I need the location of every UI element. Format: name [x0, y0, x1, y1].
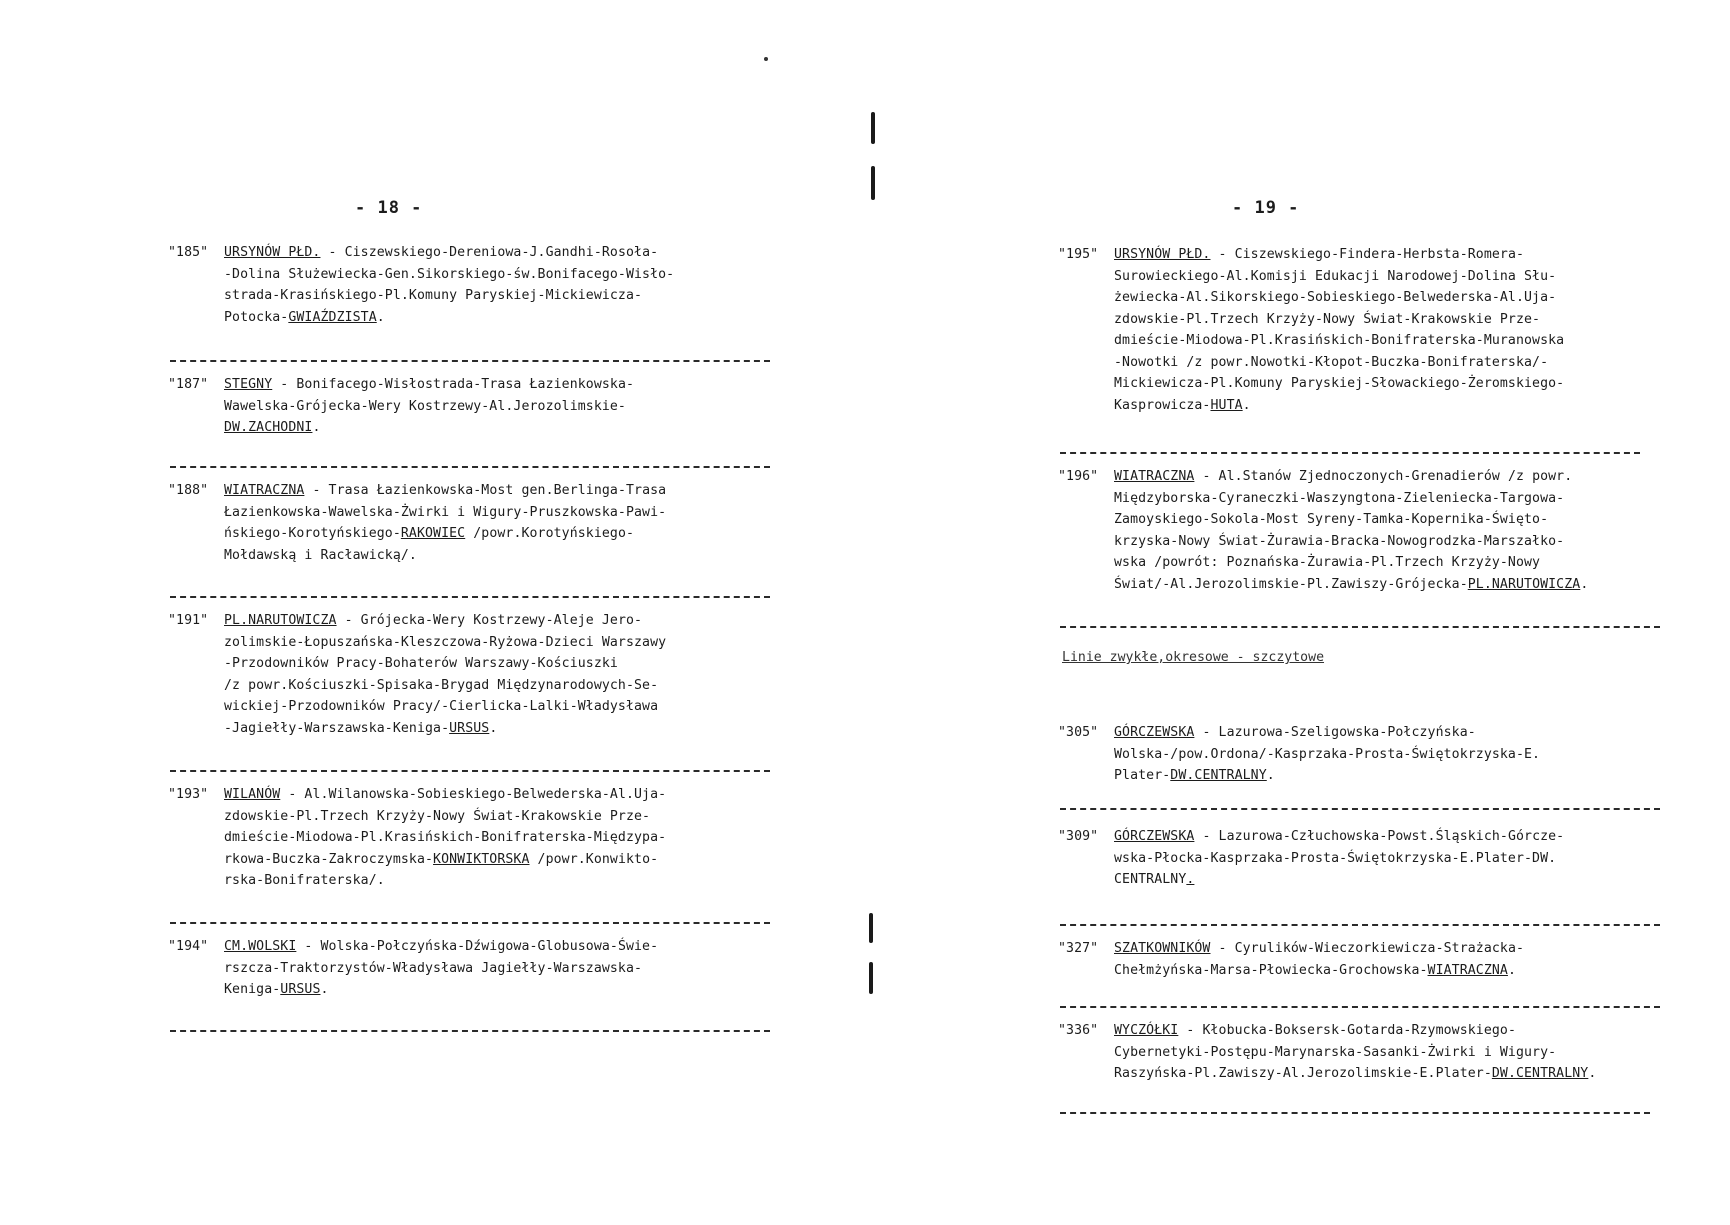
route-number: "187" [168, 377, 209, 392]
route-336 [1058, 1020, 1618, 1085]
route-description [224, 784, 728, 892]
route-text: . [376, 309, 385, 325]
route-line [1114, 352, 1618, 374]
route-line [1114, 574, 1618, 596]
route-text: . [1266, 768, 1275, 783]
terminal-stop: CM.WOLSKI [224, 939, 297, 954]
route-line [1114, 531, 1618, 553]
route-195 [1058, 244, 1618, 416]
route-line [1114, 1063, 1618, 1085]
route-text: - Kłobucka-Boksersk-Gotarda-Rzymowskiego- [1178, 1023, 1516, 1038]
route-194 [168, 936, 728, 1001]
route-line [1114, 552, 1618, 574]
route-line [224, 545, 728, 567]
route-number: "193" [168, 787, 209, 802]
route-line [224, 480, 728, 502]
separator [170, 1030, 770, 1032]
route-text: - Trasa Łazienkowska-Most gen.Berlinga-Trasa [304, 483, 667, 498]
right-page [865, 0, 1730, 1225]
route-text: Międzyborska-Cyraneczki-Waszyngtona-Zieleniecka-Targowa- [1114, 490, 1565, 506]
route-text: - Bonifacego-Wisłostrada-Trasa Łazienkowska- [272, 377, 635, 392]
separator [1060, 1112, 1650, 1114]
route-line [224, 502, 728, 524]
route-number: "188" [168, 483, 209, 498]
route-text: krzyska-Nowy Świat-Żurawia-Bracka-Nowogrodzka-Marszałko- [1114, 533, 1565, 549]
route-text: Potocka- [224, 309, 289, 325]
route-text: ńskiego-Korotyńskiego- [224, 526, 401, 541]
section-heading: Linie zwykłe,okresowe - szczytowe [1062, 650, 1325, 665]
route-text: . [1507, 962, 1516, 978]
route-text: Plater- [1114, 768, 1171, 783]
route-text: . [320, 982, 329, 997]
route-line [1114, 244, 1618, 266]
route-text: Keniga- [224, 982, 281, 997]
route-description [1114, 244, 1618, 416]
scan-speck [764, 57, 768, 61]
route-line [224, 374, 728, 396]
route-text: wska /powrót: Poznańska-Żurawia-Pl.Trzech Krzyży-Nowy [1114, 555, 1541, 570]
route-number: "305" [1058, 725, 1099, 740]
route-text: - Al.Stanów Zjednoczonych-Grenadierów /z powr. [1194, 469, 1573, 484]
route-line [1114, 869, 1618, 891]
terminal-stop: WIATRACZNA [1427, 962, 1508, 978]
route-line [1114, 287, 1618, 309]
route-191 [168, 610, 728, 739]
route-text: Chełmżyńska-Marsa-Płowiecka-Grochowska- [1114, 962, 1428, 978]
separator [170, 770, 770, 772]
route-description [1114, 938, 1618, 981]
separator [1060, 452, 1640, 454]
route-text: /powr.Konwikto- [529, 851, 659, 867]
route-text: . [489, 720, 498, 736]
route-185 [168, 242, 728, 328]
route-line [1114, 1042, 1618, 1064]
route-number: "327" [1058, 941, 1099, 956]
route-text: zdowskie-Pl.Trzech Krzyży-Nowy Świat-Krakowskie Prze- [224, 808, 651, 824]
route-number: "195" [1058, 247, 1099, 262]
route-line [224, 417, 728, 439]
terminal-stop: WIATRACZNA [224, 483, 305, 498]
route-text: . [1580, 576, 1589, 592]
route-309 [1058, 826, 1618, 891]
terminal-stop: PL.NARUTOWICZA [1467, 576, 1581, 592]
route-description [1114, 722, 1618, 787]
terminal-stop: PL.NARUTOWICZA [224, 613, 337, 628]
terminal-stop: WIATRACZNA [1114, 469, 1195, 484]
route-line [224, 242, 728, 264]
route-text: - Cyrulików-Wieczorkiewicza-Strażacka- [1210, 941, 1525, 956]
route-text: zolimskie-Łopuszańska-Kleszczowa-Ryżowa-Dzieci Warszawy [224, 634, 667, 650]
route-line [1114, 848, 1618, 870]
route-text: -Dolina Służewiecka-Gen.Sikorskiego-św.Bonifacego-Wisło- [224, 266, 675, 282]
route-number: "196" [1058, 469, 1099, 484]
route-description [1114, 826, 1618, 891]
terminal-stop: GÓRCZEWSKA [1114, 829, 1195, 844]
route-line [1114, 960, 1618, 982]
terminal-stop: GÓRCZEWSKA [1114, 725, 1195, 740]
route-number: "309" [1058, 829, 1099, 844]
route-305 [1058, 722, 1618, 787]
route-text: dmieście-Miodowa-Pl.Krasińskich-Bonifraterska-Muranowska [1114, 333, 1565, 348]
route-text: -Nowotki /z powr.Nowotki-Kłopot-Buczka-Bonifraterska/- [1114, 354, 1549, 370]
separator [170, 466, 770, 468]
route-text: Surowieckiego-Al.Komisji Edukacji Narodowej-Dolina Słu- [1114, 268, 1557, 284]
terminal-stop: URSUS [449, 720, 490, 736]
route-line [224, 827, 728, 849]
terminal-stop: WILANÓW [224, 787, 281, 802]
route-text: . [1588, 1066, 1597, 1081]
route-line [224, 632, 728, 654]
route-line [1114, 309, 1618, 331]
route-text: CENTRALNY [1114, 872, 1187, 887]
terminal-stop: RAKOWIEC [400, 526, 466, 541]
separator [1060, 1006, 1660, 1008]
route-193 [168, 784, 728, 892]
route-text: strada-Krasińskiego-Pl.Komuny Paryskiej-Mickiewicza- [224, 288, 643, 303]
route-196 [1058, 466, 1618, 595]
terminal-stop: KONWIKTORSKA [433, 851, 530, 867]
route-line [1114, 722, 1618, 744]
route-line [224, 958, 728, 980]
route-line [224, 870, 728, 892]
separator [170, 360, 770, 362]
route-line [1114, 373, 1618, 395]
page-number-right: - 19 - [1232, 198, 1300, 218]
route-description [224, 480, 728, 566]
separator [1060, 626, 1660, 628]
route-number: "194" [168, 939, 209, 954]
route-line [224, 936, 728, 958]
terminal-stop: URSUS [280, 982, 321, 997]
route-text: - Grójecka-Wery Kostrzewy-Aleje Jero- [336, 613, 643, 628]
separator [1060, 924, 1660, 926]
route-text: Raszyńska-Pl.Zawiszy-Al.Jerozolimskie-E.Plater- [1114, 1066, 1492, 1081]
route-line [1114, 765, 1618, 787]
terminal-stop: URSYNÓW PŁD. [224, 245, 321, 260]
route-line [224, 396, 728, 418]
route-text: rszcza-Traktorzystów-Władysława Jagiełły-Warszawska- [224, 960, 643, 976]
route-text: wska-Płocka-Kasprzaka-Prosta-Świętokrzyska-E.Plater-DW. [1114, 850, 1557, 866]
route-number: "336" [1058, 1023, 1099, 1038]
route-line [1114, 466, 1618, 488]
route-line [1114, 395, 1618, 417]
route-text: żewiecka-Al.Sikorskiego-Sobieskiego-Belwederska-Al.Uja- [1114, 290, 1557, 305]
route-text: wickiej-Przodowników Pracy/-Cierlicka-Lalki-Władysława [224, 699, 659, 714]
route-line [1114, 826, 1618, 848]
route-line [1114, 938, 1618, 960]
route-description [224, 936, 728, 1001]
route-text: - Ciszewskiego-Findera-Herbsta-Romera- [1210, 247, 1525, 262]
terminal-stop: DW.CENTRALNY [1170, 768, 1267, 783]
terminal-stop: DW.CENTRALNY [1491, 1066, 1589, 1081]
route-line [224, 523, 728, 545]
route-line [224, 806, 728, 828]
route-text: Kasprowicza- [1114, 397, 1211, 413]
route-number: "185" [168, 245, 209, 260]
route-text: -Przodowników Pracy-Bohaterów Warszawy-Kościuszki [224, 656, 618, 671]
terminal-stop: GWIAŹDZISTA [288, 309, 377, 325]
route-line [1114, 509, 1618, 531]
route-line [1114, 330, 1618, 352]
route-line [224, 696, 728, 718]
route-text: dmieście-Miodowa-Pl.Krasińskich-Bonifraterska-Międzypa- [224, 830, 667, 845]
route-line [1114, 744, 1618, 766]
route-text: . [1242, 397, 1251, 413]
terminal-stop: HUTA [1210, 397, 1243, 413]
separator [170, 922, 770, 924]
route-text: rska-Bonifraterska/. [224, 873, 385, 888]
route-text: /powr.Korotyńskiego- [465, 526, 635, 541]
route-description [224, 610, 728, 739]
route-text: Mickiewicza-Pl.Komuny Paryskiej-Słowackiego-Żeromskiego- [1114, 376, 1565, 391]
route-line [224, 784, 728, 806]
route-line [224, 718, 728, 740]
route-description [224, 374, 728, 439]
separator [1060, 808, 1660, 810]
route-line [224, 979, 728, 1001]
route-description [1114, 1020, 1618, 1085]
page-number-left: - 18 - [355, 198, 423, 218]
route-327 [1058, 938, 1618, 981]
route-text: - Al.Wilanowska-Sobieskiego-Belwederska-Al.Uja- [280, 787, 667, 802]
terminal-stop: . [1186, 872, 1195, 887]
route-description [1114, 466, 1618, 595]
route-line [224, 285, 728, 307]
terminal-stop: STEGNY [224, 377, 273, 392]
route-text: - Ciszewskiego-Dereniowa-J.Gandhi-Rosoła- [320, 245, 659, 260]
route-text: . [312, 420, 321, 435]
route-text: /z powr.Kościuszki-Spisaka-Brygad Międzynarodowych-Se- [224, 677, 659, 693]
route-text: - Lazurowa-Człuchowska-Powst.Śląskich-Górcze- [1194, 829, 1565, 844]
terminal-stop: DW.ZACHODNI [224, 420, 313, 435]
route-line [1114, 488, 1618, 510]
route-line [224, 653, 728, 675]
route-line [224, 307, 728, 329]
route-line [1114, 266, 1618, 288]
route-text: Zamoyskiego-Sokola-Most Syreny-Tamka-Kopernika-Święto- [1114, 512, 1549, 527]
route-text: Świat/-Al.Jerozolimskie-Pl.Zawiszy-Grójecka- [1114, 576, 1468, 592]
route-188 [168, 480, 728, 566]
terminal-stop: SZATKOWNIKÓW [1114, 941, 1211, 956]
terminal-stop: URSYNÓW PŁD. [1114, 247, 1211, 262]
route-text: Wolska-/pow.Ordona/-Kasprzaka-Prosta-Świętokrzyska-E. [1114, 746, 1541, 762]
route-text: Mołdawską i Racławicką/. [224, 547, 417, 563]
route-line [224, 849, 728, 871]
route-line [224, 675, 728, 697]
route-text: zdowskie-Pl.Trzech Krzyży-Nowy Świat-Krakowskie Prze- [1114, 311, 1541, 327]
route-line [224, 610, 728, 632]
separator [170, 596, 770, 598]
route-187 [168, 374, 728, 439]
route-text: Cybernetyki-Postępu-Marynarska-Sasanki-Żwirki i Wigury- [1114, 1044, 1557, 1060]
route-line [1114, 1020, 1618, 1042]
route-text: Łazienkowska-Wawelska-Żwirki i Wigury-Pruszkowska-Pawi- [224, 504, 667, 520]
route-text: - Wolska-Połczyńska-Dźwigowa-Globusowa-Świe- [296, 939, 659, 954]
route-text: Wawelska-Grójecka-Wery Kostrzewy-Al.Jerozolimskie- [224, 398, 626, 414]
route-text: -Jagiełły-Warszawska-Keniga- [224, 720, 450, 736]
route-text: rkowa-Buczka-Zakroczymska- [224, 851, 434, 867]
route-number: "191" [168, 613, 209, 628]
route-description [224, 242, 728, 328]
route-line [224, 264, 728, 286]
route-text: - Lazurowa-Szeligowska-Połczyńska- [1194, 725, 1476, 740]
terminal-stop: WYCZÓŁKI [1114, 1023, 1179, 1038]
